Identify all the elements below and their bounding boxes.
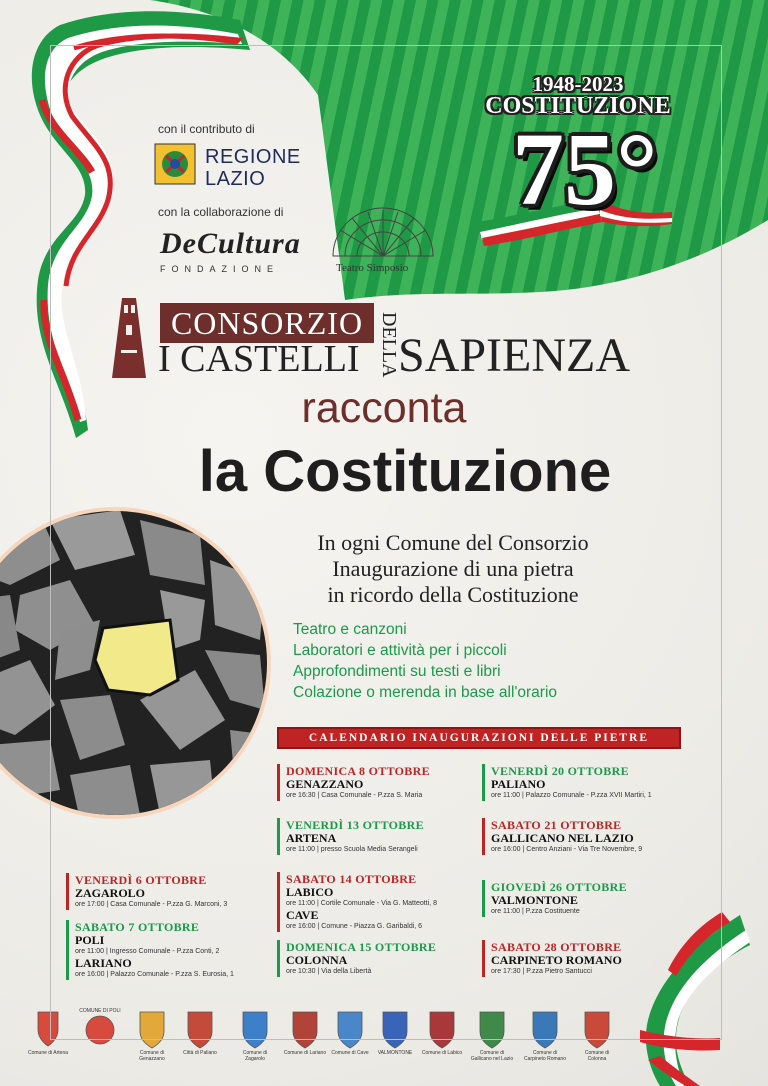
collaborazione-label: con la collaborazione di [158,205,284,219]
event-block: VENERDÌ 20 OTTOBRE PALIANO ore 11:00 | Palazzo Comunale - P.zza XVII Martiri, 1 [482,764,682,801]
decultura-logo-text: DeCultura [160,227,301,260]
badge-number: 75° [512,112,658,227]
crest-caption: Comune di Carpineto Romano [524,1050,566,1062]
event-block: SABATO 7 OTTOBRE POLI ore 11:00 | Ingresso Comunale - P.zza Conti, 2 LARIANO ore 16:00 | Palazzo Comunale - P.zza S. Eurosia, 1 [66,920,266,980]
sapienza-label: SAPIENZA [398,329,631,382]
activity-item: Colazione o merenda in base all'orario [293,684,558,701]
della-label: DELLA [378,312,400,378]
crest-caption: Comune di Labico [421,1050,463,1056]
event-block: DOMENICA 8 OTTOBRE GENAZZANO ore 16:30 | Casa Comunale - P.zza S. Maria [277,764,467,801]
event-block: DOMENICA 15 OTTOBRE COLONNA ore 10:30 | Via della Libertà [277,940,467,977]
racconta-label: racconta [301,384,467,432]
crest-caption: Comune di Zagarolo [242,1050,268,1062]
event-block: SABATO 21 OTTOBRE GALLICANO NEL LAZIO ore 16:00 | Centro Anziani - Via Tre Novembre, 9 [482,818,682,855]
crest-caption: Comune di Genazzano [139,1050,165,1062]
castelli-label: I CASTELLI [158,338,360,380]
crest-caption: COMUNE DI POLI [79,1008,121,1014]
crest-caption: Comune di Artena [27,1050,69,1056]
consorzio-label: CONSORZIO [160,303,374,343]
activity-item: Approfondimenti su testi e libri [293,663,501,680]
event-block: SABATO 28 OTTOBRE CARPINETO ROMANO ore 17:30 | P.zza Pietro Santucci [482,940,672,977]
contributo-label: con il contributo di [158,122,255,136]
calendar-title: CALENDARIO INAUGURAZIONI DELLE PIETRE [277,727,681,749]
teatro-simposio-label: Teatro Simposio [336,262,409,274]
badge-title: COSTITUZIONE [485,93,671,119]
crest-caption: Città di Paliano [183,1050,217,1056]
event-block: VENERDÌ 13 OTTOBRE ARTENA ore 11:00 | presso Scuola Media Serangeli [277,818,467,855]
event-block: GIOVEDÌ 26 OTTOBRE VALMONTONE ore 11:00 | P.zza Costituente [482,880,682,917]
activity-item: Teatro e canzoni [293,621,407,638]
crest-caption: Comune di Lariano [283,1050,327,1056]
crest-caption: Comune di Gallicano nel Lazio [470,1050,514,1062]
intro-line-2: Inaugurazione di una pietra [332,556,574,581]
crest-caption: Comune di Cave [331,1050,369,1056]
activity-item: Laboratori e attività per i piccoli [293,642,507,659]
fondazione-label: FONDAZIONE [160,264,280,274]
event-block: SABATO 14 OTTOBRE LABICO ore 11:00 | Cortile Comunale - Via G. Matteotti, 8 CAVE ore 16:00 | Comune - Piazza G. Garibaldi, 6 [277,872,467,932]
intro-line-3: in ricordo della Costituzione [327,582,579,607]
badge-years: 1948-2023 [532,72,624,96]
crest-caption: Comune di Colonna [584,1050,610,1062]
intro-line-1: In ogni Comune del Consorzio [317,530,589,555]
regione-lazio-logo-text: REGIONE LAZIO [205,146,301,190]
crest-caption: VALMONTONE [377,1050,413,1056]
page-title: la Costituzione [198,439,612,504]
event-block: VENERDÌ 6 OTTOBRE ZAGAROLO ore 17:00 | Casa Comunale - P.zza G. Marconi, 3 [66,873,256,910]
